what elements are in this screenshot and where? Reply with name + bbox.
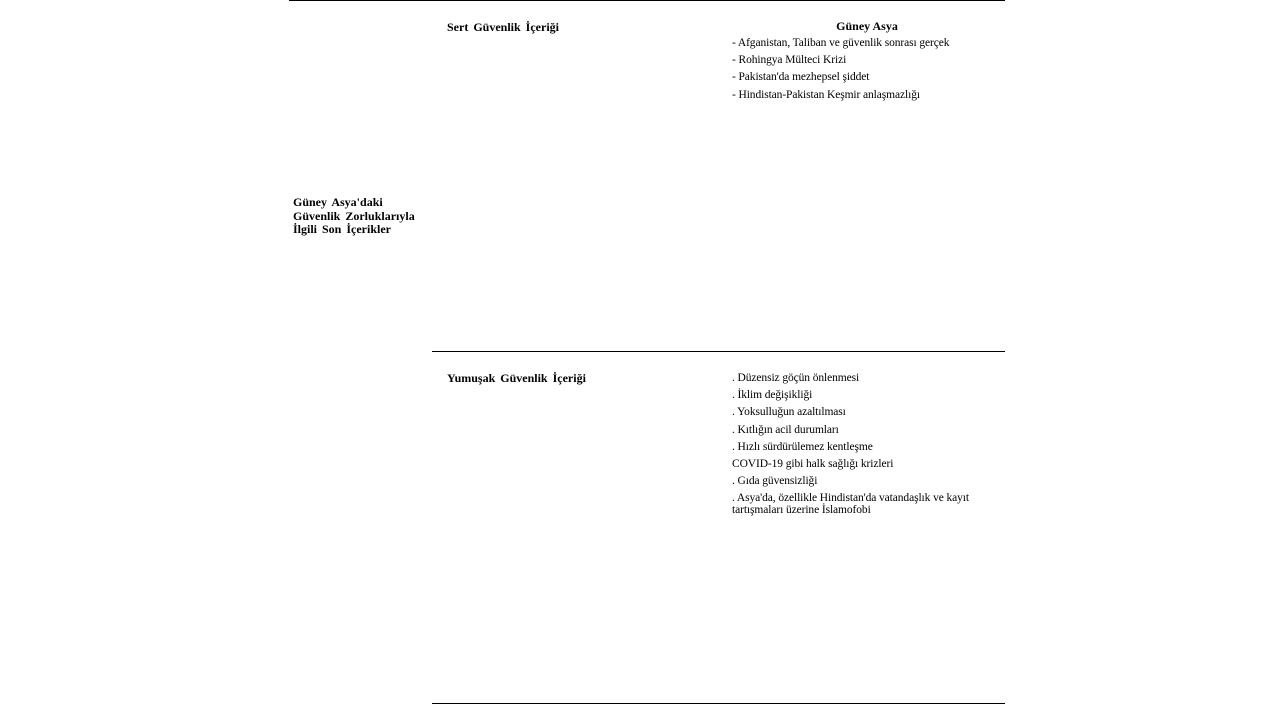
table-top-rule	[289, 0, 1005, 1]
list-item: . İklim değişikliği	[732, 389, 813, 402]
list-item: . Düzensiz göçün önlenmesi	[732, 372, 860, 384]
soft-security-label: Yumuşak Güvenlik İçeriği	[447, 371, 586, 385]
row-header-label: Güney Asya'daki Güvenlik Zorluklarıyla İlgili Son İçerikler	[293, 195, 415, 236]
list-item: - Pakistan'da mezhepsel şiddet	[732, 71, 870, 84]
list-item: . Yoksulluğun azaltılması	[732, 406, 846, 419]
list-item: - Rohingya Mülteci Krizi	[732, 54, 847, 67]
list-item: - Afganistan, Taliban ve güvenlik sonrası gerçek	[732, 37, 950, 49]
list-item: . Kıtlığın acil durumları	[732, 423, 839, 436]
table-middle-rule	[432, 351, 1005, 352]
list-item: COVID-19 gibi halk sağlığı krizleri	[732, 457, 894, 470]
hard-security-list	[732, 37, 994, 106]
soft-security-list	[732, 372, 994, 522]
hard-security-label: Sert Güvenlik İçeriği	[447, 20, 559, 34]
region-column-header: Güney Asya	[836, 19, 898, 33]
list-item: . Hızlı sürdürülemez kentleşme	[732, 440, 873, 453]
table-bottom-rule	[432, 703, 1005, 704]
list-item: . Asya'da, özellikle Hindistan'da vatandaşlık ve kayıt tartışmaları üzerine İslamofobi	[732, 492, 969, 517]
list-item: . Gıda güvensizliği	[732, 475, 818, 488]
list-item: - Hindistan-Pakistan Keşmir anlaşmazlığı	[732, 88, 920, 101]
